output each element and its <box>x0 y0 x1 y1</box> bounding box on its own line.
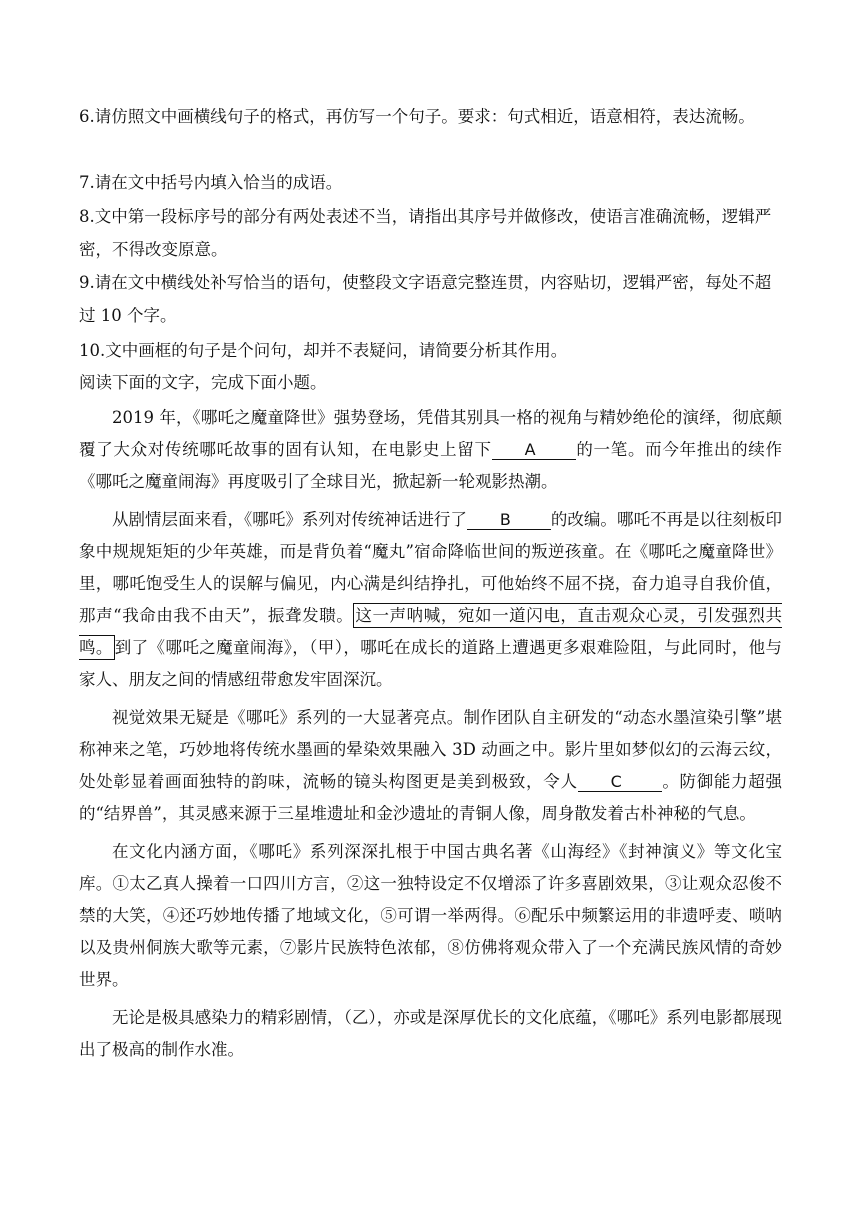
framed-sentence: 这一声呐喊，宛如一道闪电，直击观众心灵，引发强烈共鸣。 <box>79 603 782 660</box>
paragraph-text: 的一笔。而今年推出的续作《哪吒之魔童闹海》再度吸引了全球目光，掀起新一轮观影热潮。 <box>79 440 783 491</box>
passage-paragraph-5: 无论是极具感染力的精彩剧情，（乙），亦或是深厚优长的文化底蕴，《哪吒》系列电影都展现出了极高的制作水准。 <box>79 1008 782 1059</box>
question-6: 6.请仿照文中画横线句子的格式，再仿写一个句子。要求：句式相近，语意相符，表达流畅。 <box>79 107 755 126</box>
paragraph-text: 2019 年，《哪吒之魔童降世》强势登场，凭借其别具一格的视角与精妙绝伦的演绎，彻底颠覆了大众对传统哪吒故事的固有认知，在电影史上留下 <box>79 408 782 459</box>
question-7: 7.请在文中括号内填入恰当的成语。 <box>79 173 343 192</box>
passage-paragraph-1 <box>79 402 782 498</box>
paragraph-text: 到了《哪吒之魔童闹海》，（甲），哪吒在成长的道路上遭遇更多艰难险阻，与此同时，他与家人、朋友之间的情感纽带愈发牢固深沉。 <box>79 638 783 689</box>
passage-paragraph-2 <box>79 504 782 696</box>
blank-a: A <box>492 441 576 460</box>
question-9: 9.请在文中横线处补写恰当的语句，使整段文字语意完整连贯，内容贴切，逻辑严密，每处不超过 10 个字。 <box>79 273 772 325</box>
paragraph-text: 的改编。哪吒不再是以往刻板印象中规规矩矩的少年英雄，而是背负着“魔丸”宿命降临世间的叛逆孩童。在《哪吒之魔童降世》里，哪吒饱受生人的误解与偏见，内心满是纠结挣扎，可他始终不屈不挠，奋力追寻自我价值，那声“我命由我不由天”，振聋发聩。 <box>79 510 783 625</box>
paragraph-text: 视觉效果无疑是《哪吒》系列的一大显著亮点。制作团队自主研发的“动态水墨渲染引擎”堪称神来之笔，巧妙地将传统水墨画的晕染效果融入 3D 动画之中。影片里如梦似幻的云海云纹，处处彰显着画面独特的韵味，流畅的镜头构图更是美到极致，令人 <box>79 708 782 791</box>
reading-instruction: 阅读下面的文字，完成下面小题。 <box>79 373 327 392</box>
passage-paragraph-3 <box>79 702 782 830</box>
blank-b: B <box>467 511 551 530</box>
paragraph-text: 从剧情层面来看，《哪吒》系列对传统神话进行了 <box>112 510 467 529</box>
passage-paragraph-4: 在文化内涵方面，《哪吒》系列深深扎根于中国古典名著《山海经》《封神演义》等文化宝库。①太乙真人操着一口四川方言，②这一独特设定不仅增添了许多喜剧效果，③让观众忍俊不禁的大笑，④还巧妙地传播了地域文化，⑤可谓一举两得。⑥配乐中频繁运用的非遗呼麦、唢呐以及贵州侗族大歌等元素，⑦影片民族特色浓郁，⑧仿佛将观众带入了一个充满民族风情的奇妙世界。 <box>79 842 782 989</box>
paragraph-text: 。防御能力超强的“结界兽”，其灵感来源于三星堆遗址和金沙遗址的青铜人像，周身散发着古朴神秘的气息。 <box>79 772 783 823</box>
question-10: 10.文中画框的句子是个问句，却并不表疑问，请简要分析其作用。 <box>79 341 568 360</box>
blank-c: C <box>578 773 662 792</box>
reading-passage <box>79 402 782 1066</box>
question-8: 8.文中第一段标序号的部分有两处表述不当，请指出其序号并做修改，使语言准确流畅，逻辑严密，不得改变原意。 <box>79 207 772 259</box>
